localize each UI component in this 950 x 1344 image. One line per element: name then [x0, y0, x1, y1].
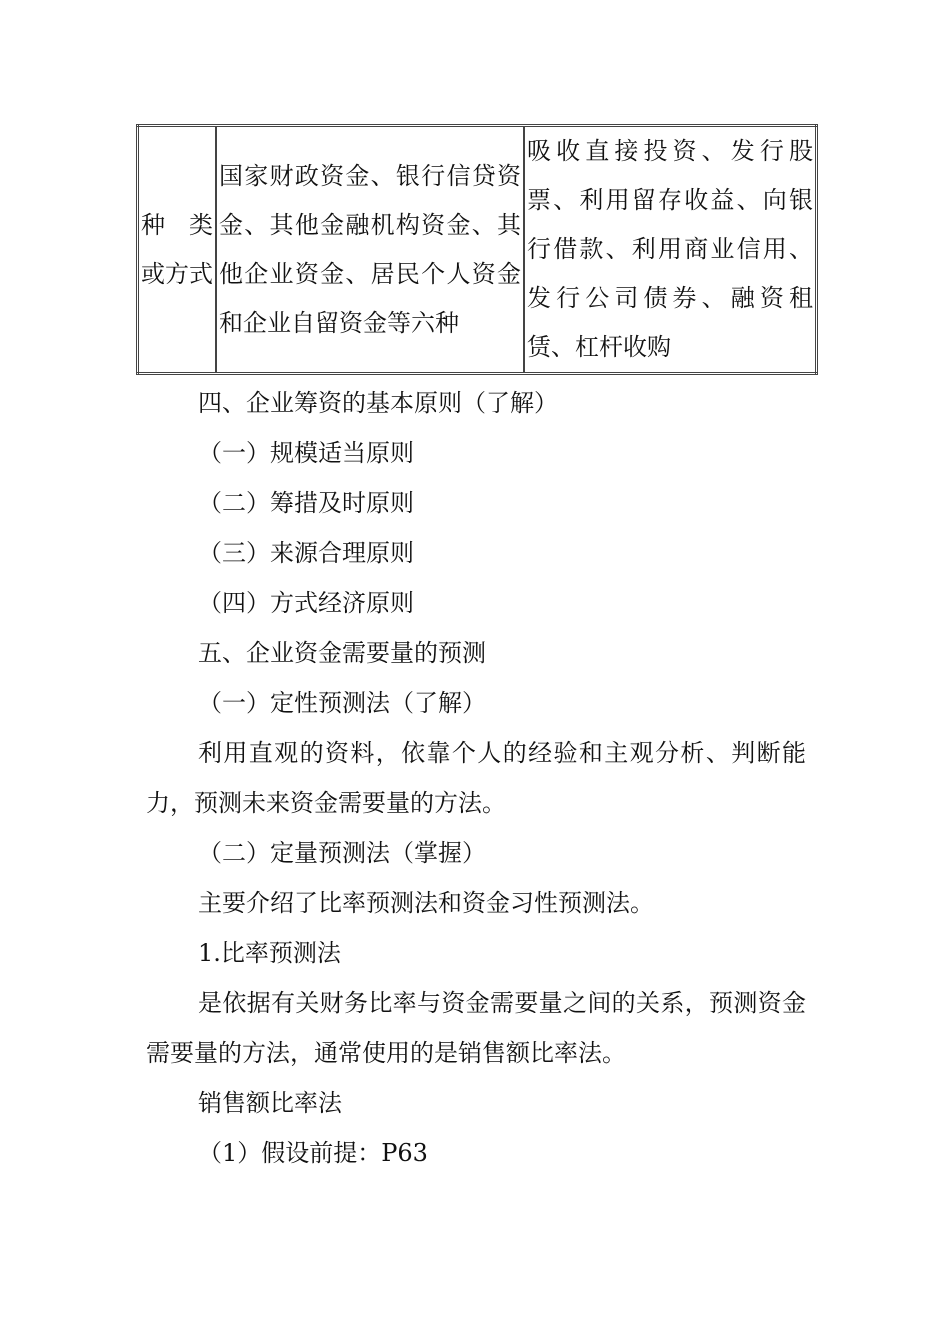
list-item: （一）规模适当原则 — [198, 439, 414, 467]
financing-table — [136, 124, 818, 375]
sources-text: 国家财政资金、银行信贷资金、其他金融机构资金、其他企业资金、居民个人资金和企业自留资金等六种 — [219, 161, 521, 337]
row-label-cell — [138, 126, 217, 374]
subsection-heading: （一）定性预测法（了解） — [198, 689, 486, 717]
methods-text: 吸收直接投资、发行股票、利用留存收益、向银行借款、利用商业信用、发行公司债券、融资租赁、杠杆收购 — [527, 137, 813, 361]
methods-cell — [524, 126, 817, 374]
table-row — [138, 126, 817, 374]
list-item: （三）来源合理原则 — [198, 539, 414, 567]
section-heading: 五、企业资金需要量的预测 — [198, 639, 486, 667]
list-item: （四）方式经济原则 — [198, 589, 414, 617]
body-text — [146, 378, 806, 1178]
paragraph: 销售额比率法 — [198, 1089, 342, 1117]
row-label: 种 类或方式 — [141, 210, 213, 288]
list-item: （1）假设前提：P63 — [198, 1139, 428, 1167]
list-item: （二）筹措及时原则 — [198, 489, 414, 517]
subsection-heading: （二）定量预测法（掌握） — [198, 839, 486, 867]
paragraph: 主要介绍了比率预测法和资金习性预测法。 — [198, 889, 654, 917]
sources-cell — [216, 126, 524, 374]
paragraph: 是依据有关财务比率与资金需要量之间的关系，预测资金需要量的方法，通常使用的是销售额比率法。 — [146, 989, 806, 1067]
section-heading: 四、企业筹资的基本原则（了解） — [198, 389, 558, 417]
subsection-heading: 1.比率预测法 — [198, 939, 341, 967]
paragraph: 利用直观的资料，依靠个人的经验和主观分析、判断能力，预测未来资金需要量的方法。 — [146, 739, 806, 817]
